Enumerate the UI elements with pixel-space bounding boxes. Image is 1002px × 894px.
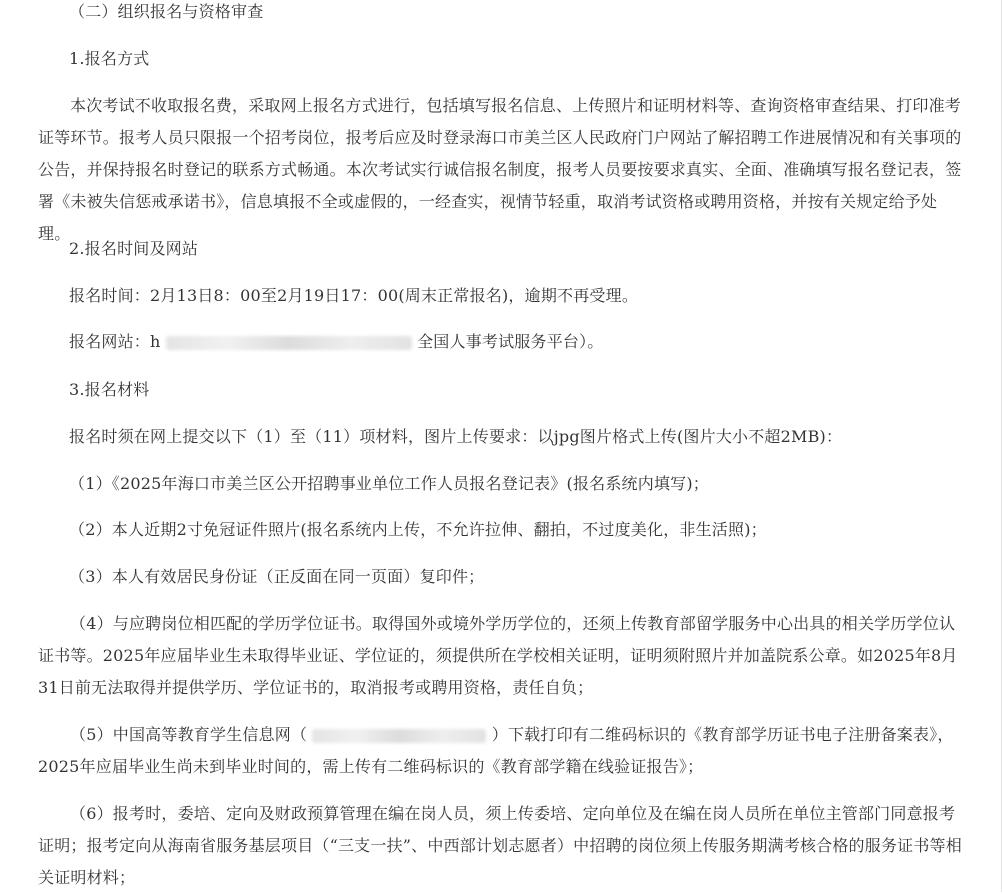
subsection-title-registration-materials: 3.报名材料 xyxy=(69,380,150,399)
paragraph-materials-intro: 报名时须在网上提交以下（1）至（11）项材料，图片上传要求：以jpg图片格式上传(图片大小不超2MB)： xyxy=(69,427,843,446)
list-item-5 xyxy=(38,719,968,783)
website-platform-name: 全国人事考试服务平台）。 xyxy=(417,332,604,351)
list-item-6: （6）报考时，委培、定向及财政预算管理在编在岗人员，须上传委培、定向单位及在编在岗人员所在单位主管部门同意报考证明；报考定向从海南省服务基层项目（“三支一扶”、中西部计划志愿者）中招聘的岗位须上传服务期满考核合格的服务证书等相关证明材料； xyxy=(38,804,962,887)
list-item-1: （1）《2025年海口市美兰区公开招聘事业单位工作人员报名登记表》(报名系统内填写)； xyxy=(69,474,709,493)
website-label: 报名网站：h xyxy=(69,332,161,351)
list-item-5-suffix: ）下载打印有二维码标识的《教育部学历证书电子注册备案表》，2025年应届毕业生尚未到毕业时间的，需上传有二维码标识的《教育部学籍在线验证报告》； xyxy=(38,725,954,776)
redacted-url xyxy=(312,729,486,743)
redacted-url xyxy=(166,336,412,350)
list-item-4: （4）与应聘岗位相匹配的学历学位证书。取得国外或境外学历学位的，还须上传教育部留学服务中心出具的相关学历学位认证书等。2025年应届毕业生未取得毕业证、学位证的，须提供所在学校相关证明，证明须附照片并加盖院系公章。如2025年8月31日前无法取得并提供学历、学位证书的，取消报考或聘用资格，责任自负； xyxy=(38,614,958,697)
subsection-title-registration-method: 1.报名方式 xyxy=(69,49,150,68)
paragraph-registration-method: 本次考试不收取报名费，采取网上报名方式进行，包括填写报名信息、上传照片和证明材料等、查询资格审查结果、打印准考证等环节。报考人员只限报一个招考岗位，报考后应及时登录海口市美兰区人民政府门户网站了解招聘工作进展情况和有关事项的公告，并保持报名时登记的联系方式畅通。本次考试实行诚信报名制度，报考人员要按要求真实、全面、准确填写报名登记表，签署《未被失信惩戒承诺书》，信息填报不全或虚假的，一经查实，视情节轻重，取消考试资格或聘用资格，并按有关规定给予处理。 xyxy=(38,96,962,243)
subsection-title-registration-time-site: 2.报名时间及网站 xyxy=(69,239,199,258)
paragraph-registration-website xyxy=(69,326,999,358)
paragraph-registration-time: 报名时间：2月13日8：00至2月19日17：00(周末正常报名)，逾期不再受理。 xyxy=(69,286,639,305)
list-item-5-prefix: （5）中国高等教育学生信息网（ xyxy=(70,725,308,744)
section-heading: （二）组织报名与资格审查 xyxy=(69,2,264,21)
list-item-2: （2）本人近期2寸免冠证件照片(报名系统内上传，不允许拉伸、翻拍，不过度美化，非生活照)； xyxy=(69,520,767,539)
list-item-3: （3）本人有效居民身份证（正反面在同一页面）复印件； xyxy=(69,567,485,586)
